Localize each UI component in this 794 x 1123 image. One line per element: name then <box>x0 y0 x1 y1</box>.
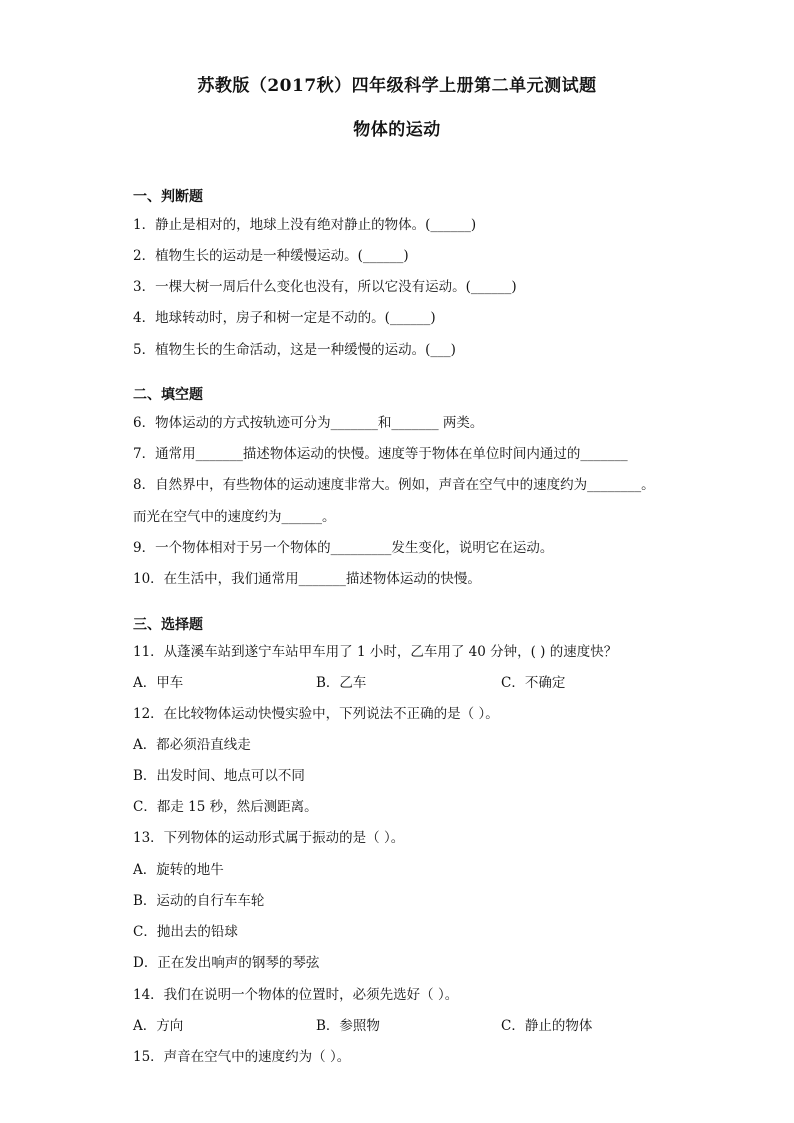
question-11-option-b: B．乙车 <box>316 675 367 691</box>
question-2: 2．植物生长的运动是一种缓慢运动。(______) <box>133 248 409 264</box>
question-11: 11．从蓬溪车站到遂宁车站甲车用了 1 小时，乙车用了 40 分钟，( ) 的速度快？ <box>133 644 618 660</box>
question-12-option-b: B．出发时间、地点可以不同 <box>133 768 305 784</box>
question-8: 8．自然界中，有些物体的运动速度非常大。例如，声音在空气中的速度约为________。 <box>133 477 655 493</box>
question-13: 13．下列物体的运动形式属于振动的是（ ）。 <box>133 830 405 846</box>
section-heading-true-false: 一、判断题 <box>133 189 203 205</box>
question-4: 4．地球转动时，房子和树一定是不动的。(______) <box>133 310 436 326</box>
question-13-option-d: D．正在发出响声的钢琴的琴弦 <box>133 955 320 971</box>
question-10: 10．在生活中，我们通常用_______描述物体运动的快慢。 <box>133 571 481 587</box>
question-3: 3．一棵大树一周后什么变化也没有，所以它没有运动。(______) <box>133 279 517 295</box>
section-heading-multiple-choice: 三、选择题 <box>133 617 203 633</box>
question-12: 12．在比较物体运动快慢实验中，下列说法不正确的是（ ）。 <box>133 706 499 722</box>
question-14-option-a: A．方向 <box>133 1018 184 1034</box>
question-15: 15．声音在空气中的速度约为（ ）。 <box>133 1049 351 1065</box>
question-12-option-c: C．都走 15 秒，然后测距离。 <box>133 799 318 815</box>
question-13-option-c: C．抛出去的铅球 <box>133 924 238 940</box>
document-subtitle: 物体的运动 <box>353 120 441 140</box>
question-7: 7．通常用_______描述物体运动的快慢。速度等于物体在单位时间内通过的_______ <box>133 446 628 462</box>
question-14-option-c: C．静止的物体 <box>501 1018 593 1034</box>
question-9: 9．一个物体相对于另一个物体的_________发生变化，说明它在运动。 <box>133 540 554 556</box>
question-11-option-a: A．甲车 <box>133 675 184 691</box>
section-heading-fill-blank: 二、填空题 <box>133 387 203 403</box>
question-11-option-c: C．不确定 <box>501 675 566 691</box>
question-13-option-a: A．旋转的地牛 <box>133 862 224 878</box>
question-14: 14．我们在说明一个物体的位置时，必须先选好（ ）。 <box>133 987 459 1003</box>
document-title: 苏教版（2017秋）四年级科学上册第二单元测试题 <box>197 76 597 96</box>
question-8-continued: 而光在空气中的速度约为______。 <box>133 509 336 525</box>
question-6: 6．物体运动的方式按轨迹可分为_______和_______ 两类。 <box>133 415 484 431</box>
question-1: 1．静止是相对的，地球上没有绝对静止的物体。(______) <box>133 217 477 233</box>
question-5: 5．植物生长的生命活动，这是一种缓慢的运动。(___) <box>133 342 456 358</box>
question-14-option-b: B．参照物 <box>316 1018 380 1034</box>
question-12-option-a: A．都必须沿直线走 <box>133 737 251 753</box>
question-13-option-b: B．运动的自行车车轮 <box>133 893 265 909</box>
